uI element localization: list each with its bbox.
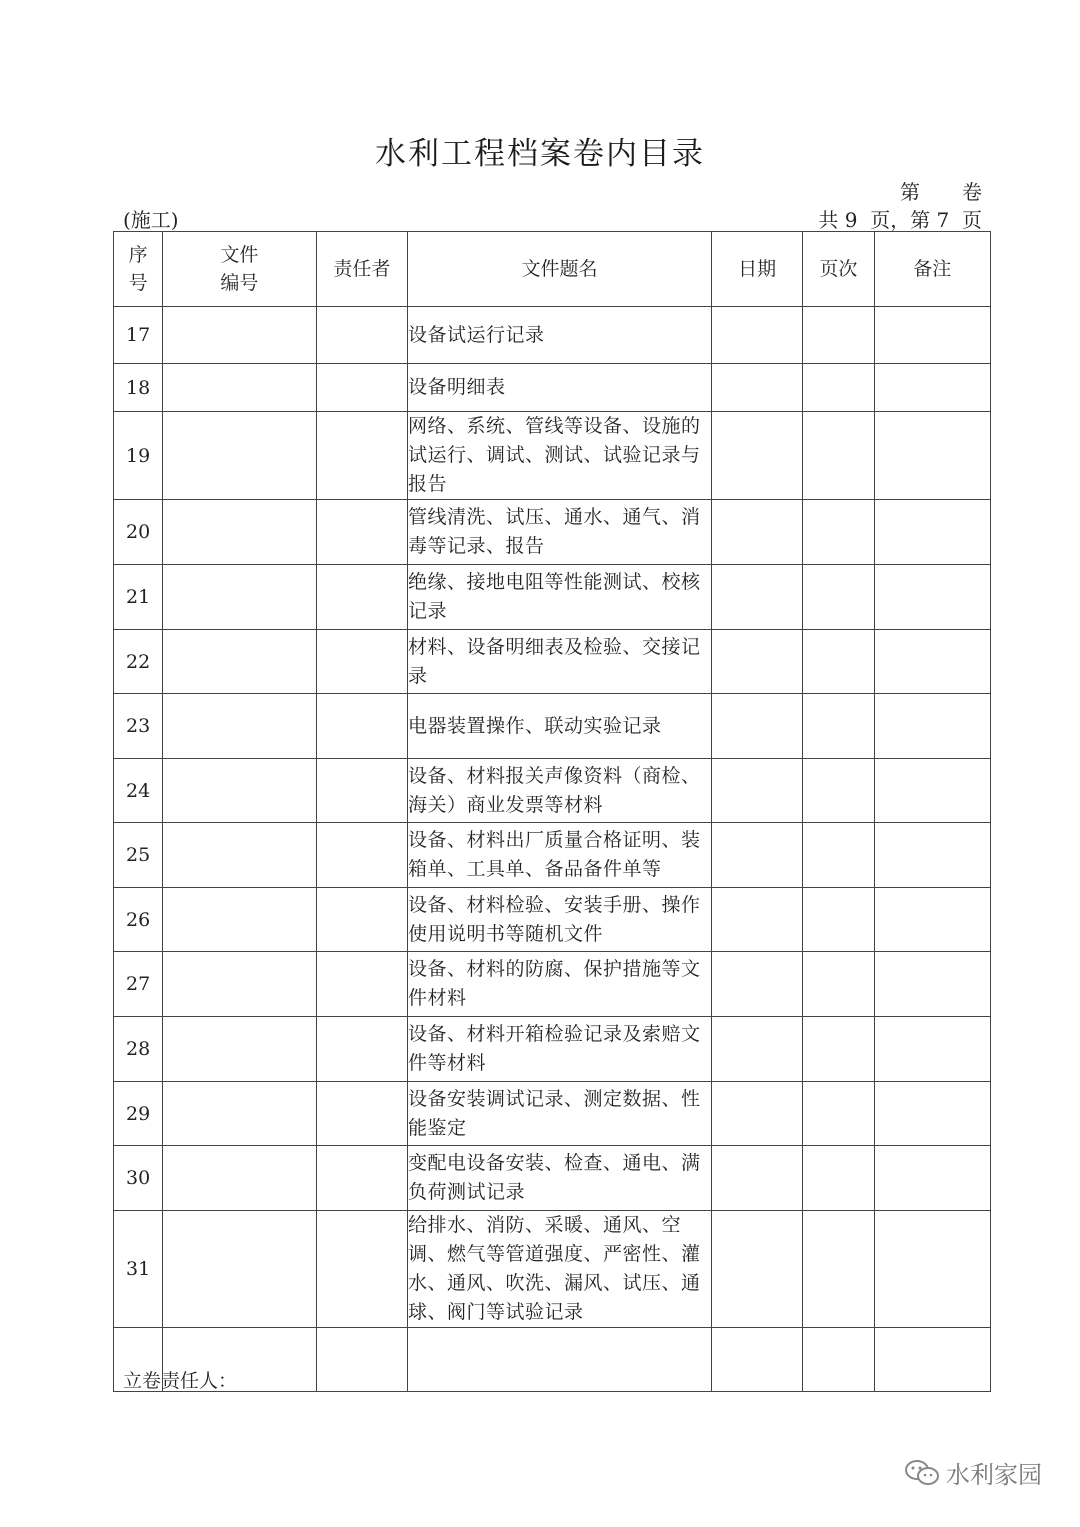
cell-code — [163, 1017, 317, 1082]
cell-code — [163, 888, 317, 952]
table-row — [114, 952, 991, 1017]
cell-no: 20 — [114, 500, 163, 565]
volume-suffix: 卷 — [962, 180, 982, 204]
cell-code — [163, 565, 317, 630]
cell-code — [163, 364, 317, 412]
cell-date — [712, 412, 803, 500]
header-page: 页次 — [803, 232, 874, 307]
document-title: 水利工程档案卷内目录 — [375, 136, 705, 172]
cell-date — [712, 630, 803, 694]
header-title: 文件题名 — [407, 232, 711, 307]
cell-page — [803, 888, 874, 952]
header-note: 备注 — [874, 232, 990, 307]
cell-title: 设备试运行记录 — [407, 307, 711, 364]
cell-code — [163, 500, 317, 565]
cell-no: 31 — [114, 1211, 163, 1328]
table-row — [114, 1146, 991, 1211]
table-row — [114, 364, 991, 412]
cell-title: 设备、材料报关声像资料（商检、海关）商业发票等材料 — [407, 759, 711, 823]
cell-date — [712, 823, 803, 888]
header-date: 日期 — [712, 232, 803, 307]
cell-page — [803, 500, 874, 565]
cell-no: 21 — [114, 565, 163, 630]
watermark-text: 水利家园 — [946, 1461, 1042, 1489]
cell-code — [163, 412, 317, 500]
cell-title: 变配电设备安装、检查、通电、满负荷测试记录 — [407, 1146, 711, 1211]
table-row — [114, 565, 991, 630]
cell-no: 23 — [114, 694, 163, 759]
cell-no: 27 — [114, 952, 163, 1017]
cell-note — [874, 823, 990, 888]
cell-note — [874, 307, 990, 364]
cell-note — [874, 364, 990, 412]
cell-code — [163, 694, 317, 759]
cell-title: 给排水、消防、采暖、通风、空调、燃气等管道强度、严密性、灌水、通风、吹洗、漏风、试压、通球、阀门等试验记录 — [407, 1211, 711, 1328]
cell-note — [874, 1082, 990, 1146]
cell-note — [874, 630, 990, 694]
cell-responsible — [316, 565, 407, 630]
cell-page — [803, 630, 874, 694]
table-row — [114, 630, 991, 694]
cell-responsible — [316, 307, 407, 364]
wechat-icon — [904, 1458, 940, 1488]
cell-note — [874, 565, 990, 630]
cell-date — [712, 565, 803, 630]
cell-responsible — [316, 823, 407, 888]
cell-page — [803, 307, 874, 364]
cell-date — [712, 1211, 803, 1328]
cell-title — [407, 1328, 711, 1392]
cell-code — [163, 759, 317, 823]
cell-responsible — [316, 412, 407, 500]
cell-page — [803, 694, 874, 759]
cell-no: 24 — [114, 759, 163, 823]
cell-title: 设备安装调试记录、测定数据、性能鉴定 — [407, 1082, 711, 1146]
cell-note — [874, 1211, 990, 1328]
table-row — [114, 307, 991, 364]
cell-date — [712, 500, 803, 565]
cell-responsible — [316, 1146, 407, 1211]
cell-no: 22 — [114, 630, 163, 694]
cell-title: 设备、材料开箱检验记录及索赔文件等材料 — [407, 1017, 711, 1082]
cell-responsible — [316, 1082, 407, 1146]
cell-note — [874, 500, 990, 565]
header-no-line2: 号 — [128, 272, 148, 294]
cell-responsible — [316, 1328, 407, 1392]
cell-no: 19 — [114, 412, 163, 500]
cell-responsible — [316, 630, 407, 694]
cell-date — [712, 1017, 803, 1082]
cell-note — [874, 694, 990, 759]
cell-note — [874, 759, 990, 823]
cell-date — [712, 364, 803, 412]
table-row — [114, 1328, 991, 1392]
cell-title: 设备、材料的防腐、保护措施等文件材料 — [407, 952, 711, 1017]
cell-date — [712, 1146, 803, 1211]
cell-responsible — [316, 1211, 407, 1328]
cell-code — [163, 630, 317, 694]
cell-date — [712, 952, 803, 1017]
cell-responsible — [316, 1017, 407, 1082]
table-row — [114, 823, 991, 888]
cell-responsible — [316, 888, 407, 952]
table-body — [114, 307, 991, 1392]
cell-title: 设备、材料出厂质量合格证明、装箱单、工具单、备品备件单等 — [407, 823, 711, 888]
cell-title: 电器装置操作、联动实验记录 — [407, 694, 711, 759]
cell-no: 29 — [114, 1082, 163, 1146]
cell-responsible — [316, 364, 407, 412]
header-no — [114, 232, 163, 307]
category-label: (施工) — [123, 208, 179, 232]
header-code-line1: 文件 — [220, 244, 259, 266]
volume-prefix: 第 — [900, 180, 920, 204]
cell-page — [803, 412, 874, 500]
table-row — [114, 500, 991, 565]
cell-note — [874, 1328, 990, 1392]
cell-title: 设备明细表 — [407, 364, 711, 412]
cell-page — [803, 1017, 874, 1082]
cell-note — [874, 1017, 990, 1082]
cell-date — [712, 759, 803, 823]
header-no-line1: 序 — [128, 244, 148, 266]
header-code-line2: 编号 — [220, 272, 259, 294]
cell-date — [712, 888, 803, 952]
table-row — [114, 412, 991, 500]
cell-page — [803, 565, 874, 630]
table-row — [114, 1211, 991, 1328]
cell-no: 28 — [114, 1017, 163, 1082]
cell-note — [874, 952, 990, 1017]
cell-responsible — [316, 759, 407, 823]
cell-date — [712, 307, 803, 364]
cell-responsible — [316, 500, 407, 565]
header-responsible: 责任者 — [316, 232, 407, 307]
cell-date — [712, 1082, 803, 1146]
cell-no: 30 — [114, 1146, 163, 1211]
cell-code — [163, 952, 317, 1017]
page-info: 共 9 页，第 7 页 — [818, 208, 982, 232]
cell-responsible — [316, 952, 407, 1017]
cell-date — [712, 1328, 803, 1392]
catalog-table — [113, 231, 991, 1392]
cell-page — [803, 952, 874, 1017]
cell-code — [163, 1082, 317, 1146]
cell-note — [874, 1146, 990, 1211]
cell-page — [803, 1146, 874, 1211]
cell-no: 18 — [114, 364, 163, 412]
cell-title: 设备、材料检验、安装手册、操作使用说明书等随机文件 — [407, 888, 711, 952]
cell-note — [874, 888, 990, 952]
cell-title: 管线清洗、试压、通水、通气、消毒等记录、报告 — [407, 500, 711, 565]
volume-number — [900, 176, 982, 205]
cell-responsible — [316, 694, 407, 759]
cell-page — [803, 1211, 874, 1328]
table-row — [114, 1082, 991, 1146]
cell-note — [874, 412, 990, 500]
cell-code — [163, 307, 317, 364]
cell-page — [803, 1082, 874, 1146]
table-row — [114, 888, 991, 952]
cell-page — [803, 823, 874, 888]
watermark — [904, 1455, 1042, 1490]
cell-title: 材料、设备明细表及检验、交接记录 — [407, 630, 711, 694]
table-row — [114, 694, 991, 759]
filer-label: 立卷责任人： — [123, 1370, 238, 1392]
cell-title: 网络、系统、管线等设备、设施的试运行、调试、测试、试验记录与报告 — [407, 412, 711, 500]
cell-no: 26 — [114, 888, 163, 952]
cell-code — [163, 1146, 317, 1211]
cell-page — [803, 364, 874, 412]
table-row — [114, 1017, 991, 1082]
header-row — [114, 232, 991, 307]
cell-page — [803, 759, 874, 823]
cell-no: 17 — [114, 307, 163, 364]
cell-page — [803, 1328, 874, 1392]
cell-code — [163, 1211, 317, 1328]
cell-no: 25 — [114, 823, 163, 888]
cell-code — [163, 823, 317, 888]
table-row — [114, 759, 991, 823]
header-code — [163, 232, 317, 307]
cell-date — [712, 694, 803, 759]
cell-title: 绝缘、接地电阻等性能测试、校核记录 — [407, 565, 711, 630]
